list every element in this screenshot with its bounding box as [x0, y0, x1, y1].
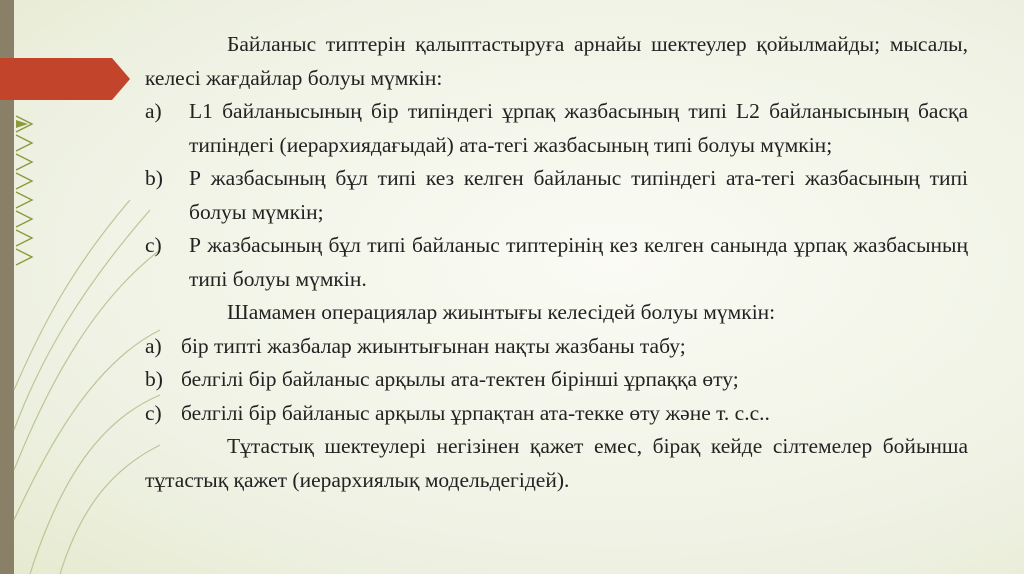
- conclusion-paragraph: Тұтастық шектеулері негізінен қажет емес, бірақ кейде сілтемелер бойынша тұтастық қажет (иерархиялық модельдегідей).: [145, 434, 968, 492]
- case-item-c: [145, 229, 968, 296]
- list-marker: c): [145, 233, 162, 257]
- list-marker: b): [145, 367, 163, 391]
- list-item-text: бір типті жазбалар жиынтығынан нақты жазбаны табу;: [181, 333, 686, 358]
- list-marker: a): [145, 333, 162, 358]
- case-item-b: [145, 162, 968, 229]
- list-item-text: Р жазбасының бұл типі байланыс типтерінің кез келген санында ұрпақ жазбасының типі болуы мүмкін.: [189, 233, 968, 291]
- title-accent-tab: [0, 58, 130, 100]
- list-marker: b): [145, 166, 163, 190]
- operation-item-a: [145, 330, 968, 364]
- list-item-text: белгілі бір байланыс арқылы ата-тектен бірінші ұрпаққа өту;: [181, 367, 739, 391]
- list-item-text: L1 байланысының бір типіндегі ұрпақ жазбасының типі L2 байланысының басқа типіндегі (иерархиядағыдай) ата-тегі жазбасының типі болуы мүмкін;: [189, 99, 968, 157]
- list-item-text: Р жазбасының бұл типі кез келген байланыс типіндегі ата-тегі жазбасының типі болуы мүмкін;: [189, 166, 968, 224]
- list-item-text: белгілі бір байланыс арқылы ұрпақтан ата-текке өту және т. с.с..: [181, 400, 770, 425]
- intro-paragraph: Байланыс типтерін қалыптастыруға арнайы шектеулер қойылмайды; мысалы, келесі жағдайлар болуы мүмкін:: [145, 32, 968, 90]
- slide-text-body: [145, 28, 968, 497]
- case-item-a: [145, 95, 968, 162]
- operations-intro-paragraph: Шамамен операциялар жиынтығы келесідей болуы мүмкін:: [227, 300, 776, 324]
- operation-item-c: [145, 397, 968, 431]
- list-marker: c): [145, 400, 162, 425]
- operation-item-b: [145, 363, 968, 397]
- list-marker: a): [145, 99, 162, 123]
